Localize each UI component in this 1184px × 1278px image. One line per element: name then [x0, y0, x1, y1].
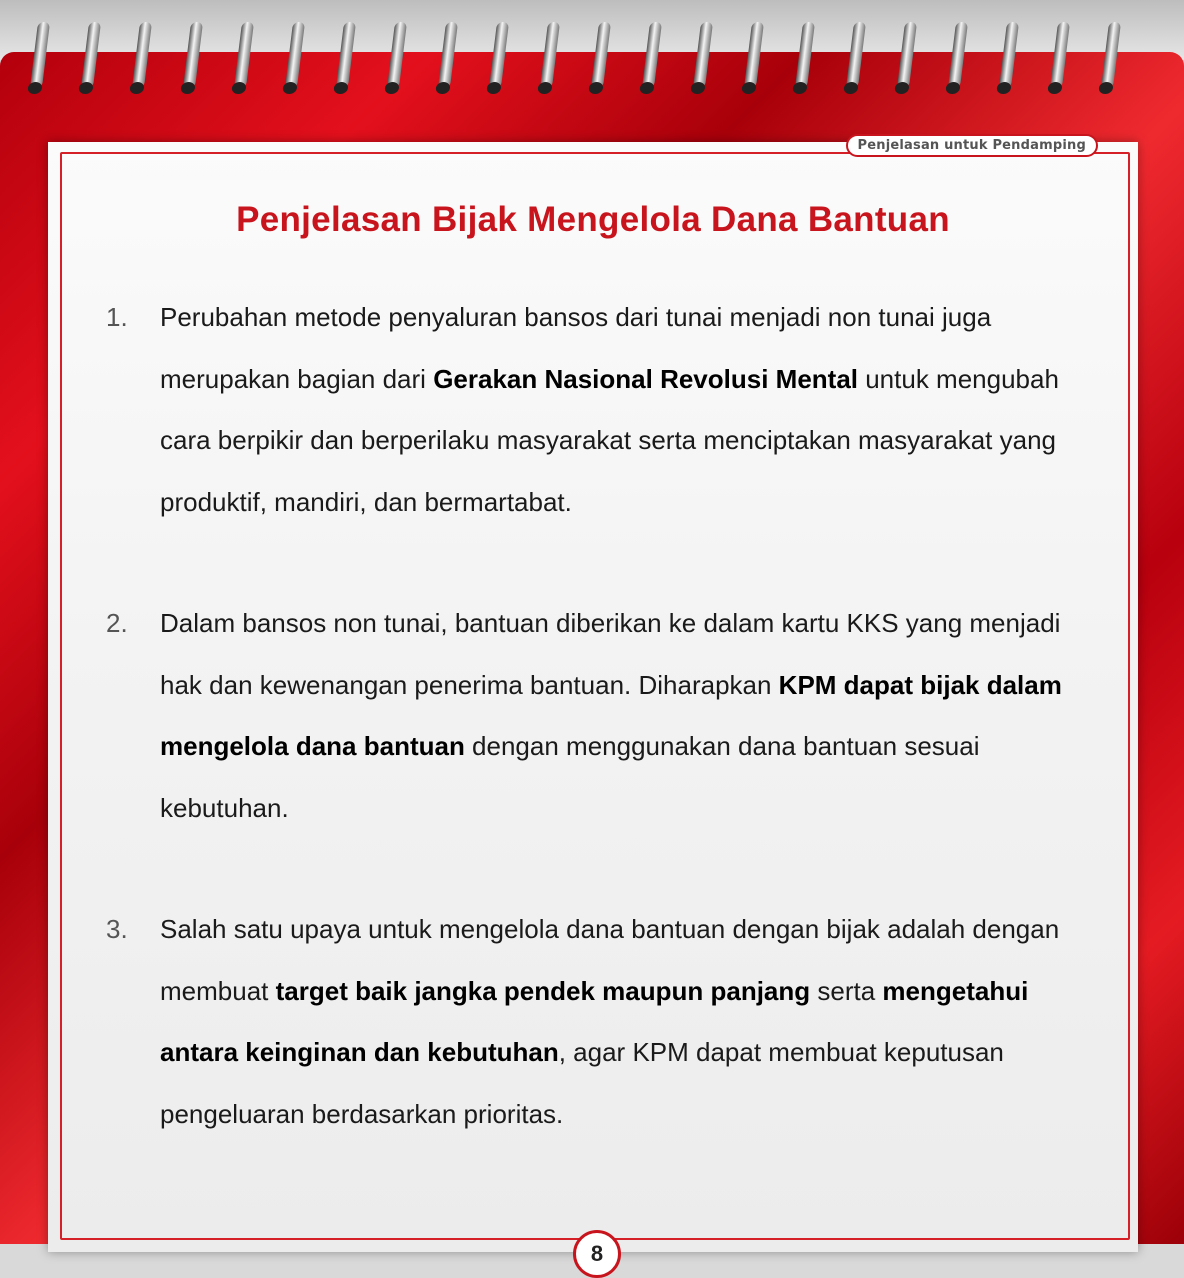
item-text: Dalam bansos non tunai, bantuan diberikan ke dalam kartu KKS yang menjadi hak dan kewenangan penerima bantuan. Diharapkan: [160, 608, 1061, 700]
item-emphasis: KPM dapat bijak dalam mengelola dana bantuan: [160, 669, 1062, 761]
spiral-binding: [30, 22, 1154, 96]
binding-ring: [81, 22, 101, 88]
binding-ring: [1101, 22, 1121, 88]
binding-ring: [540, 22, 560, 88]
item-number: 1.: [106, 302, 128, 332]
item-text: , agar KPM dapat membuat keputusan pengeluaran berdasarkan prioritas.: [160, 1037, 1004, 1129]
item-number: 3.: [106, 914, 128, 944]
binding-ring: [489, 22, 509, 88]
binding-ring: [591, 22, 611, 88]
binding-ring: [387, 22, 407, 88]
page-sheet: [48, 138, 1138, 1266]
binding-ring: [30, 22, 50, 88]
binding-ring: [846, 22, 866, 88]
page-number-badge: 8: [573, 1230, 621, 1278]
binding-ring: [744, 22, 764, 88]
binding-ring: [897, 22, 917, 88]
item-emphasis: mengetahui antara keinginan dan kebutuhan: [160, 975, 1029, 1067]
calendar-frame: [0, 52, 1184, 1266]
binding-ring: [642, 22, 662, 88]
item-emphasis: Gerakan Nasional Revolusi Mental: [433, 363, 858, 394]
binding-ring: [132, 22, 152, 88]
list-item: [98, 899, 1088, 1145]
item-number: 2.: [106, 608, 128, 638]
binding-ring: [438, 22, 458, 88]
list-item: [98, 593, 1088, 839]
binding-ring: [336, 22, 356, 88]
binding-ring: [183, 22, 203, 88]
item-text: Salah satu upaya untuk mengelola dana bantuan dengan bijak adalah dengan membuat: [160, 914, 1060, 1006]
binding-ring: [693, 22, 713, 88]
item-text: Perubahan metode penyaluran bansos dari tunai menjadi non tunai juga merupakan bagian dari: [160, 302, 992, 394]
explanation-list: [98, 287, 1088, 1205]
item-text: untuk mengubah cara berpikir dan berperilaku masyarakat serta menciptakan masyarakat yang produktif, mandiri, dan bermartabat.: [160, 363, 1059, 517]
page-title: Penjelasan Bijak Mengelola Dana Bantuan: [236, 200, 950, 239]
binding-ring: [234, 22, 254, 88]
item-text: serta: [810, 975, 883, 1006]
item-text: dengan menggunakan dana bantuan sesuai kebutuhan.: [160, 731, 980, 823]
binding-ring: [285, 22, 305, 88]
binding-ring: [948, 22, 968, 88]
binding-ring: [795, 22, 815, 88]
section-tag: Penjelasan untuk Pendamping: [846, 134, 1099, 157]
binding-ring: [999, 22, 1019, 88]
item-emphasis: target baik jangka pendek maupun panjang: [275, 975, 811, 1006]
list-item: [98, 287, 1088, 533]
binding-ring: [1050, 22, 1070, 88]
